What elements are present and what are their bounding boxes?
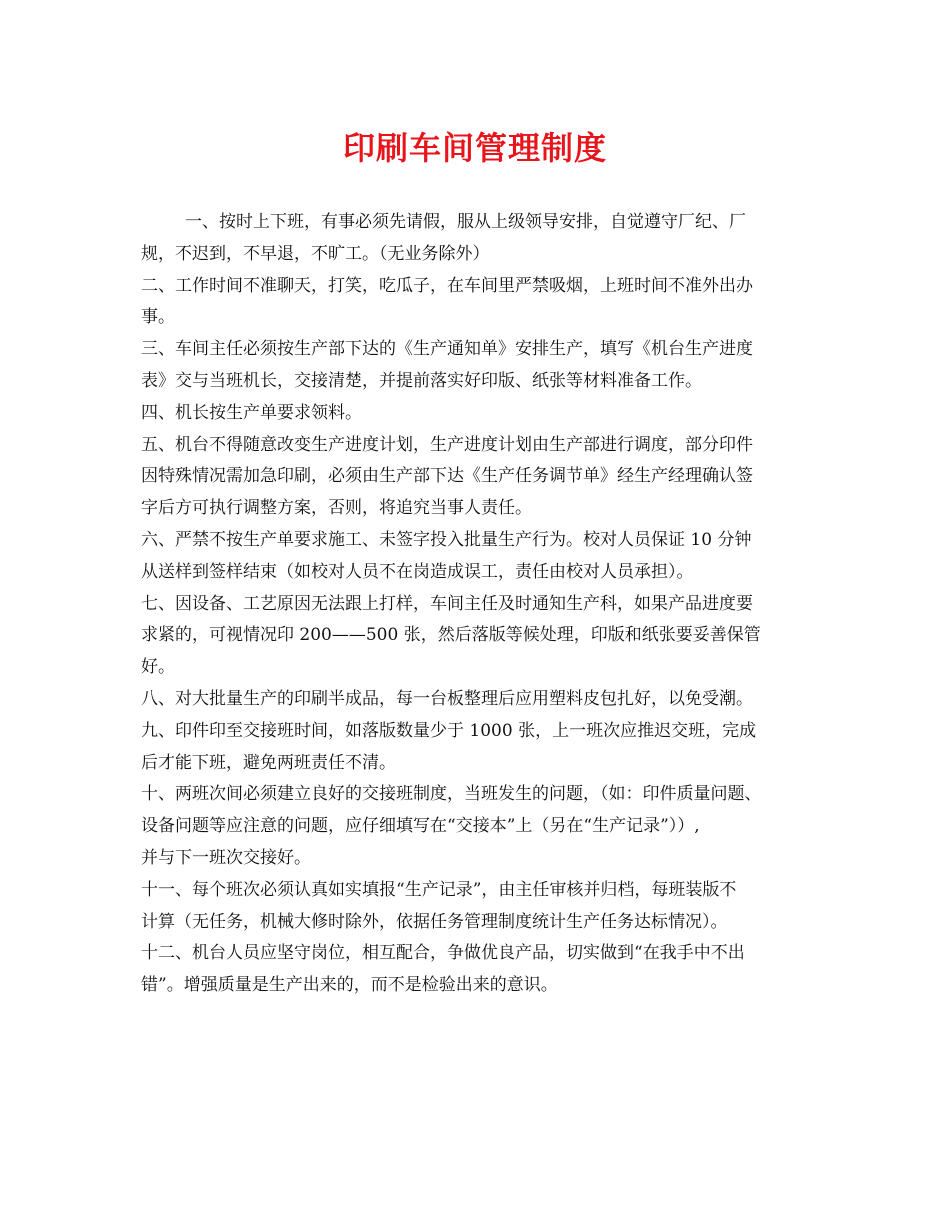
text-line: 求紧的，可视情况印 200——500 张，然后落版等候处理，印版和纸张要妥善保管 — [141, 625, 761, 646]
text-line: 十、两班次间必须建立良好的交接班制度，当班发生的问题，（如：印件质量问题、 — [141, 784, 762, 805]
text-line: 九、印件印至交接班时间，如落版数量少于 1000 张，上一班次应推迟交班，完成 — [141, 720, 757, 741]
text-line: 事。 — [141, 307, 175, 328]
text-line: 从送样到签样结束（如校对人员不在岗造成误工，责任由校对人员承担）。 — [141, 561, 694, 582]
text-line: 八、对大批量生产的印刷半成品，每一台板整理后应用塑料皮包扎好，以免受潮。 — [141, 688, 753, 709]
text-line: 十一、每个班次必须认真如实填报“生产记录”，由主任审核并归档，每班装版不 — [141, 879, 737, 900]
text-line: 表》交与当班机长，交接清楚，并提前落实好印版、纸张等材料准备工作。 — [141, 370, 702, 391]
text-line: 错”。增强质量是生产出来的，而不是检验出来的意识。 — [141, 975, 558, 996]
text-line: 三、车间主任必须按生产部下达的《生产通知单》安排生产，填写《机台生产进度 — [141, 339, 753, 360]
text-line: 后才能下班，避免两班责任不清。 — [141, 752, 396, 773]
text-line: 因特殊情况需加急印刷，必须由生产部下达《生产任务调节单》经生产经理确认签 — [141, 466, 753, 487]
text-line: 二、工作时间不准聊天，打笑，吃瓜子，在车间里严禁吸烟，上班时间不准外出办 — [141, 275, 753, 296]
text-line: 字后方可执行调整方案，否则，将追究当事人责任。 — [141, 498, 532, 519]
text-line: 规，不迟到，不早退，不旷工。（无业务除外） — [141, 243, 490, 264]
text-line: 一、按时上下班，有事必须先请假，服从上级领导安排，自觉遵守厂纪、厂 — [185, 212, 746, 232]
text-line: 好。 — [141, 657, 175, 678]
text-line: 十二、机台人员应坚守岗位，相互配合，争做优良产品，切实做到“在我手中不出 — [141, 943, 745, 964]
text-line: 并与下一班次交接好。 — [141, 847, 311, 868]
text-line: 设备问题等应注意的问题，应仔细填写在“交接本”上（另在“生产记录”））, — [141, 816, 700, 837]
text-line: 计算（无任务，机械大修时除外，依据任务管理制度统计生产任务达标情况）。 — [141, 911, 728, 932]
text-line: 四、机长按生产单要求领料。 — [141, 402, 362, 423]
text-line: 五、机台不得随意改变生产进度计划，生产进度计划由生产部进行调度，部分印件 — [141, 434, 753, 455]
text-line: 六、严禁不按生产单要求施工、未签字投入批量生产行为。校对人员保证 10 分钟 — [141, 529, 752, 550]
document-body — [141, 207, 831, 1002]
text-line: 七、因设备、工艺原因无法跟上打样，车间主任及时通知生产科，如果产品进度要 — [141, 593, 753, 614]
document-title: 印刷车间管理制度 — [342, 129, 607, 167]
